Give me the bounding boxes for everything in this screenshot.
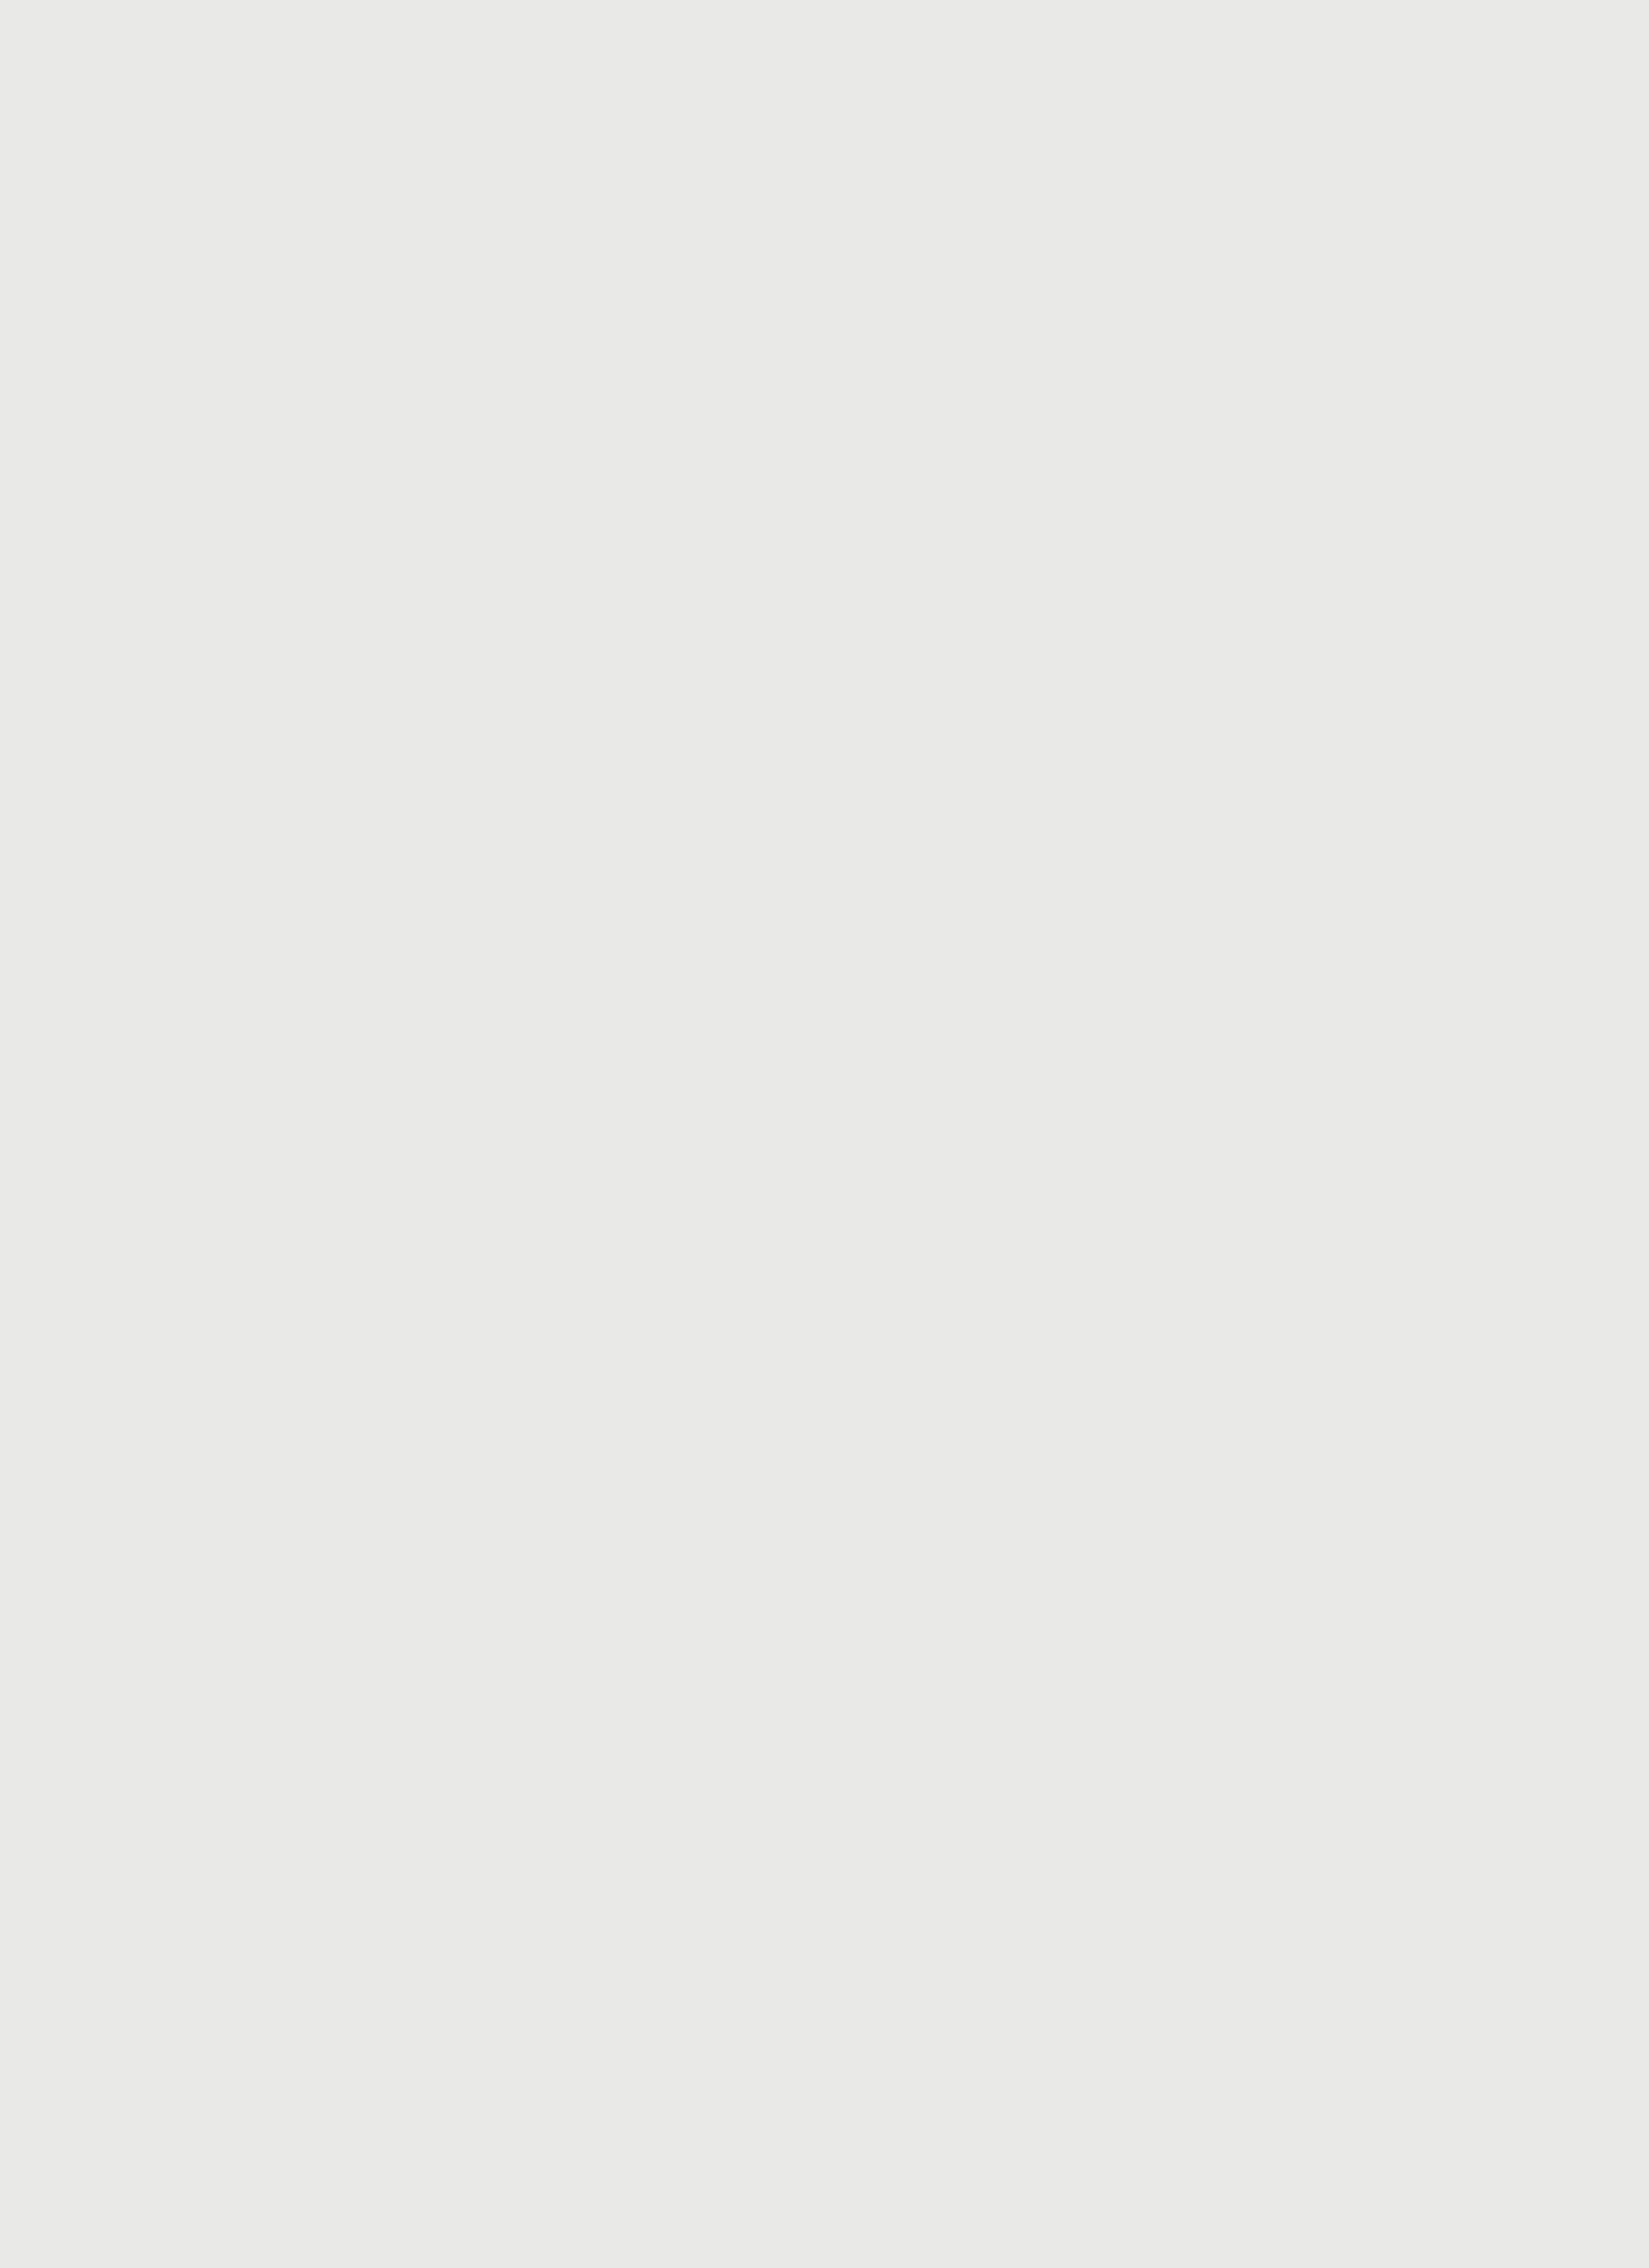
page-title bbox=[0, 152, 1649, 237]
